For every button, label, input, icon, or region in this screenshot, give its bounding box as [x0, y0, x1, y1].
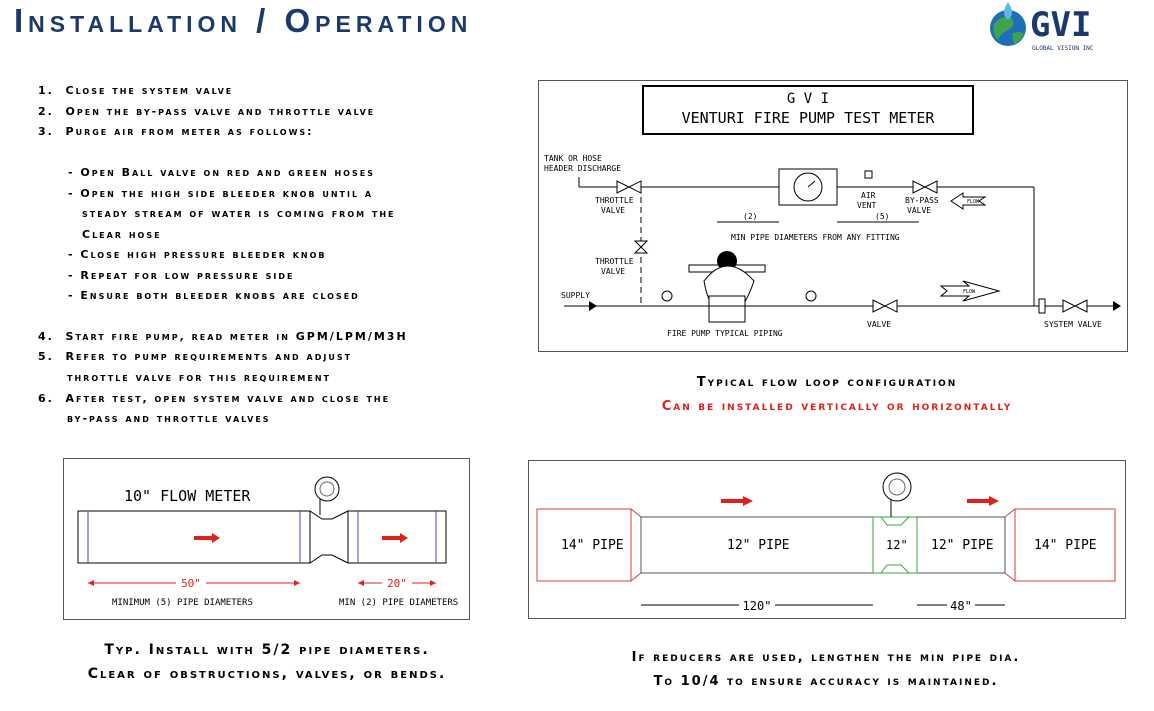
step-5-cont: throttle valve for this requirement	[67, 371, 332, 384]
svg-text:HEADER DISCHARGE: HEADER DISCHARGE	[544, 164, 622, 173]
flow-loop-diagram	[538, 80, 1128, 352]
valve-icon	[873, 300, 897, 312]
substep: - Close high pressure bleeder knob	[68, 248, 327, 261]
svg-text:VALVE: VALVE	[867, 320, 892, 329]
flow-loop-caption: Typical flow loop configuration	[696, 375, 958, 390]
gvi-logo	[986, 0, 1126, 56]
flow-arrow-icon	[967, 496, 999, 506]
meter-10-diagram	[63, 458, 470, 620]
reducer-diagram	[528, 460, 1126, 619]
svg-text:TANK OR HOSE: TANK OR HOSE	[544, 154, 602, 163]
svg-text:G V I: G V I	[786, 91, 830, 107]
meter-10-title: 10" FLOW METER	[124, 487, 251, 505]
substep: - Ensure both bleeder knobs are closed	[68, 289, 360, 302]
flow-arrow-icon	[382, 533, 408, 543]
flow-arrow-icon	[194, 533, 220, 543]
svg-text:VALVE: VALVE	[907, 206, 932, 215]
valve-icon	[913, 181, 937, 193]
svg-text:SUPPLY: SUPPLY	[561, 291, 590, 300]
dim-20: 20"	[387, 577, 407, 590]
svg-text:THROTTLE: THROTTLE	[595, 196, 634, 205]
logo-subtext: GLOBAL VISION INC	[1032, 45, 1094, 52]
svg-text:(5): (5)	[875, 212, 890, 221]
svg-text:VALVE: VALVE	[601, 267, 626, 276]
substep: - Repeat for low pressure side	[68, 269, 295, 282]
meter-10-caption-1: Typ. Install with 5/2 pipe diameters.	[104, 642, 430, 658]
svg-text:SYSTEM VALVE: SYSTEM VALVE	[1044, 320, 1102, 329]
min-5-label: MINIMUM (5) PIPE DIAMETERS	[112, 598, 253, 608]
valve-icon	[635, 241, 647, 253]
svg-text:VENT: VENT	[857, 201, 877, 210]
fire-pump-icon	[689, 251, 765, 322]
step-4: 4. Start fire pump, read meter in GPM/LPM/M3H	[38, 330, 408, 343]
step-2: 2. Open the by-pass valve and throttle valve	[38, 105, 376, 118]
svg-text:14" PIPE: 14" PIPE	[1034, 538, 1097, 553]
step-3: 3. Purge air from meter as follows:	[38, 125, 314, 138]
svg-text:FLOW: FLOW	[963, 289, 976, 295]
reducer-caption-2: To 10/4 to ensure accuracy is maintained.	[653, 674, 999, 689]
step-5: 5. Refer to pump requirements and adjust	[38, 350, 353, 363]
substep: Clear hose	[82, 228, 162, 241]
substep: - Open Ball valve on red and green hoses	[68, 166, 375, 179]
air-vent-icon	[865, 171, 872, 178]
gauge-icon	[806, 291, 816, 301]
step-1: 1. Close the system valve	[38, 84, 234, 97]
svg-text:(2): (2)	[743, 212, 758, 221]
svg-text:120": 120"	[742, 599, 772, 613]
svg-text:VALVE: VALVE	[601, 206, 626, 215]
flow-loop-caption-red: Can be installed vertically or horizontally	[661, 399, 1013, 414]
step-6-cont: by-pass and throttle valves	[67, 412, 271, 425]
svg-text:12" PIPE: 12" PIPE	[931, 538, 994, 553]
substep: steady stream of water is coming from the	[82, 207, 396, 220]
flow-arrow-icon	[721, 496, 753, 506]
svg-text:MIN PIPE DIAMETERS FROM ANY FI: MIN PIPE DIAMETERS FROM ANY FITTING	[731, 233, 900, 242]
step-6: 6. After test, open system valve and close the	[38, 392, 391, 405]
reducer-caption-1: If reducers are used, lengthen the min pipe dia.	[631, 650, 1021, 665]
gauge-icon	[662, 291, 672, 301]
svg-text:FIRE PUMP TYPICAL PIPING: FIRE PUMP TYPICAL PIPING	[667, 329, 783, 338]
valve-icon	[1063, 300, 1087, 312]
dim-50: 50"	[181, 577, 201, 590]
svg-text:48": 48"	[950, 599, 972, 613]
svg-text:AIR: AIR	[861, 191, 876, 200]
svg-text:12": 12"	[886, 538, 908, 552]
svg-text:BY-PASS: BY-PASS	[905, 196, 939, 205]
page-title: Installation / Operation	[14, 2, 473, 39]
gauge-icon	[315, 477, 339, 515]
globe-icon	[990, 2, 1026, 46]
gauge-icon	[883, 473, 911, 517]
substep: - Open the high side bleeder knob until a	[68, 187, 374, 200]
svg-text:FLOW: FLOW	[967, 199, 980, 205]
min-2-label: MIN (2) PIPE DIAMETERS	[339, 598, 459, 608]
svg-text:VENTURI FIRE PUMP TEST METER: VENTURI FIRE PUMP TEST METER	[681, 109, 935, 127]
svg-text:THROTTLE: THROTTLE	[595, 257, 634, 266]
svg-text:12" PIPE: 12" PIPE	[727, 538, 790, 553]
svg-text:14" PIPE: 14" PIPE	[561, 538, 624, 553]
logo-text: GVI	[1030, 5, 1092, 45]
meter-10-caption-2: Clear of obstructions, valves, or bends.	[87, 666, 447, 682]
valve-icon	[617, 181, 641, 193]
